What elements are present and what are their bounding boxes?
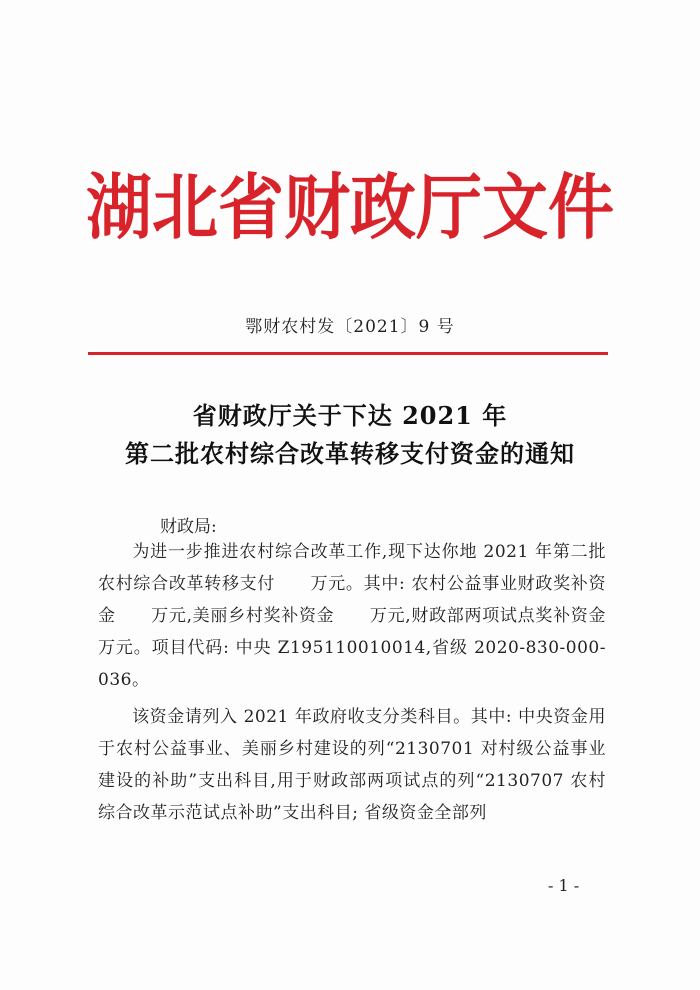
notice-title-line-2: 第二批农村综合改革转移支付资金的通知 — [125, 439, 575, 468]
notice-title-line-1: 省财政厅关于下达 2021 年 — [192, 401, 508, 430]
agency-header-title: 湖北省财政厅文件 — [86, 165, 614, 250]
body-paragraph-2-text: 该资金请列入 2021 年政府收支分类科目。其中: 中央资金用于农村公益事业、美丽乡村建设的列“2130701 对村级公益事业建设的补助”支出科目,用于财政部两项试点的列“2130707 农村综合改革示范试点补助”支出科目; 省级资金全部列 — [98, 707, 606, 823]
page-number: - 1 - — [548, 876, 580, 895]
document-number: 鄂财农村发〔2021〕9 号 — [245, 317, 455, 337]
body-paragraph-1-text: 为进一步推进农村综合改革工作,现下达你地 2021 年第二批农村综合改革转移支付 万元。其中: 农村公益事业财政奖补资金 万元,美丽乡村奖补资金 万元,财政部两项试点奖补资金 万元。项目代码: 中央 Z195110010014,省级 2020-830-000-036。 — [98, 542, 641, 690]
header-divider — [88, 352, 608, 355]
body-paragraph-1 — [98, 536, 641, 696]
body-paragraph-2 — [98, 701, 606, 829]
salutation: 财政局: — [160, 517, 217, 537]
